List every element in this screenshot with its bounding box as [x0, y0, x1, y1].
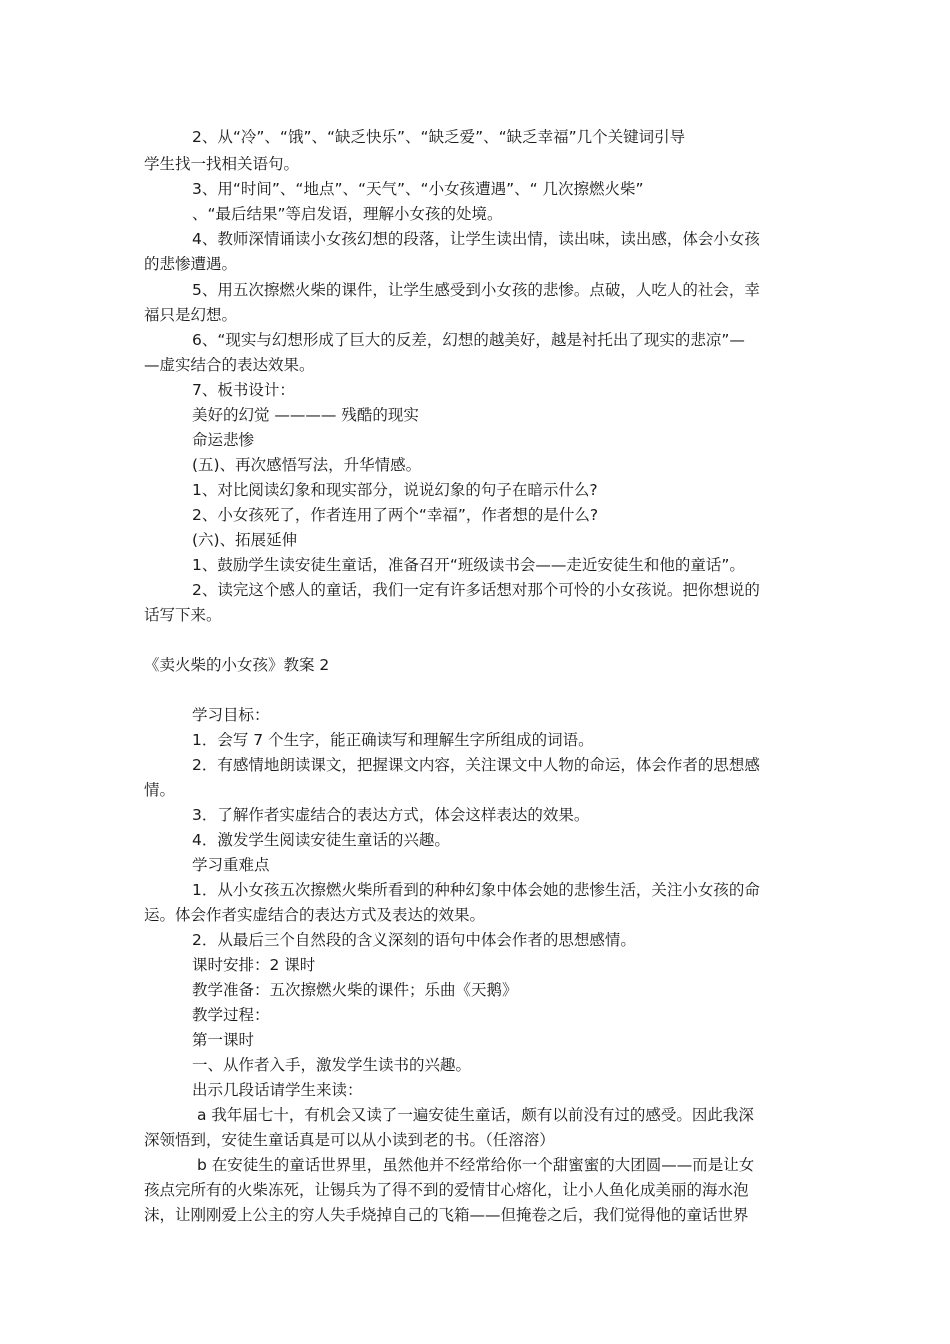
learning-goal-1: 1．会写 7 个生字，能正确读写和理解生字所组成的词语。 — [192, 731, 594, 749]
key-point-2: 2．从最后三个自然段的含义深刻的语句中体会作者的思想感情。 — [192, 931, 636, 949]
paragraph-5-line-1: 5、用五次擦燃火柴的课件，让学生感受到小女孩的悲惨。点破，人吃人的社会，幸 — [192, 281, 760, 299]
quote-b-line-1: b 在安徒生的童话世界里，虽然他并不经常给你一个甜蜜蜜的大团圆——而是让女 — [197, 1156, 755, 1174]
learning-goal-2-line-2: 情。 — [144, 781, 176, 799]
paragraph-3-line-2: 、“最后结果”等启发语，理解小女孩的处境。 — [192, 205, 503, 223]
process-heading: 教学过程： — [192, 1006, 270, 1024]
preparation-line: 教学准备：五次擦燃火柴的课件；乐曲《天鹅》 — [192, 981, 518, 999]
board-design-line-1: 美好的幻觉 ———— 残酷的现实 — [192, 406, 419, 424]
learning-goal-2-line-1: 2．有感情地朗读课文，把握课文内容，关注课文中人物的命运，体会作者的思想感 — [192, 756, 760, 774]
section-5-heading: (五)、再次感悟写法，升华情感。 — [192, 456, 422, 474]
quote-b-line-3: 沫，让刚刚爱上公主的穷人失手烧掉自己的飞箱——但掩卷之后，我们觉得他的童话世界 — [144, 1206, 749, 1224]
step-1-heading: 一、从作者入手，激发学生读书的兴趣。 — [192, 1056, 472, 1074]
lesson-plan-2-title: 《卖火柴的小女孩》教案 2 — [144, 656, 330, 674]
paragraph-6-line-2: —虚实结合的表达效果。 — [144, 356, 315, 374]
paragraph-2-line-1: 2、从“冷”、“饿”、“缺乏快乐”、“缺乏爱”、“缺乏幸福”几个关键词引导 — [192, 128, 686, 146]
key-point-1-line-1: 1．从小女孩五次擦燃火柴所看到的种种幻象中体会她的悲惨生活，关注小女孩的命 — [192, 881, 760, 899]
section-6-heading: (六)、拓展延伸 — [192, 531, 298, 549]
quote-a-line-2: 深领悟到，安徒生童话真是可以从小读到老的书。（任溶溶） — [144, 1131, 555, 1149]
schedule-line: 课时安排：2 课时 — [192, 956, 316, 974]
paragraph-5-line-2: 福只是幻想。 — [144, 306, 238, 324]
quote-a-line-1: a 我年届七十，有机会又读了一遍安徒生童话，颇有以前没有过的感受。因此我深 — [197, 1106, 754, 1124]
section-6-item-2-line-1: 2、读完这个感人的童话，我们一定有许多话想对那个可怜的小女孩说。把你想说的 — [192, 581, 760, 599]
section-6-item-1: 1、鼓励学生读安徒生童话，准备召开“班级读书会——走近安徒生和他的童话”。 — [192, 556, 745, 574]
section-5-item-1: 1、对比阅读幻象和现实部分，说说幻象的句子在暗示什么? — [192, 481, 598, 499]
section-6-item-2-line-2: 话写下来。 — [144, 606, 222, 624]
lesson-1-heading: 第一课时 — [192, 1031, 255, 1049]
paragraph-3-line-1: 3、用“时间”、“地点”、“天气”、“小女孩遭遇”、“ 几次擦燃火柴” — [192, 180, 644, 198]
paragraph-4-line-1: 4、教师深情诵读小女孩幻想的段落，让学生读出情，读出味，读出感，体会小女孩 — [192, 230, 760, 248]
key-point-1-line-2: 运。体会作者实虚结合的表达方式及表达的效果。 — [144, 906, 486, 924]
board-design-heading: 7、板书设计： — [192, 381, 295, 399]
quote-b-line-2: 孩点完所有的火柴冻死，让锡兵为了得不到的爱情甘心熔化，让小人鱼化成美丽的海水泡 — [144, 1181, 749, 1199]
paragraph-6-line-1: 6、“现实与幻想形成了巨大的反差，幻想的越美好，越是衬托出了现实的悲凉”— — [192, 331, 745, 349]
section-5-item-2: 2、小女孩死了，作者连用了两个“幸福”，作者想的是什么? — [192, 506, 599, 524]
learning-goal-3: 3．了解作者实虚结合的表达方式，体会这样表达的效果。 — [192, 806, 590, 824]
reading-instruction: 出示几段话请学生来读： — [192, 1081, 363, 1099]
paragraph-4-line-2: 的悲惨遭遇。 — [144, 255, 238, 273]
board-design-line-2: 命运悲惨 — [192, 431, 255, 449]
learning-goals-heading: 学习目标： — [192, 706, 270, 724]
key-points-heading: 学习重难点 — [192, 856, 270, 874]
learning-goal-4: 4．激发学生阅读安徒生童话的兴趣。 — [192, 831, 450, 849]
paragraph-2-line-2: 学生找一找相关语句。 — [144, 155, 300, 173]
